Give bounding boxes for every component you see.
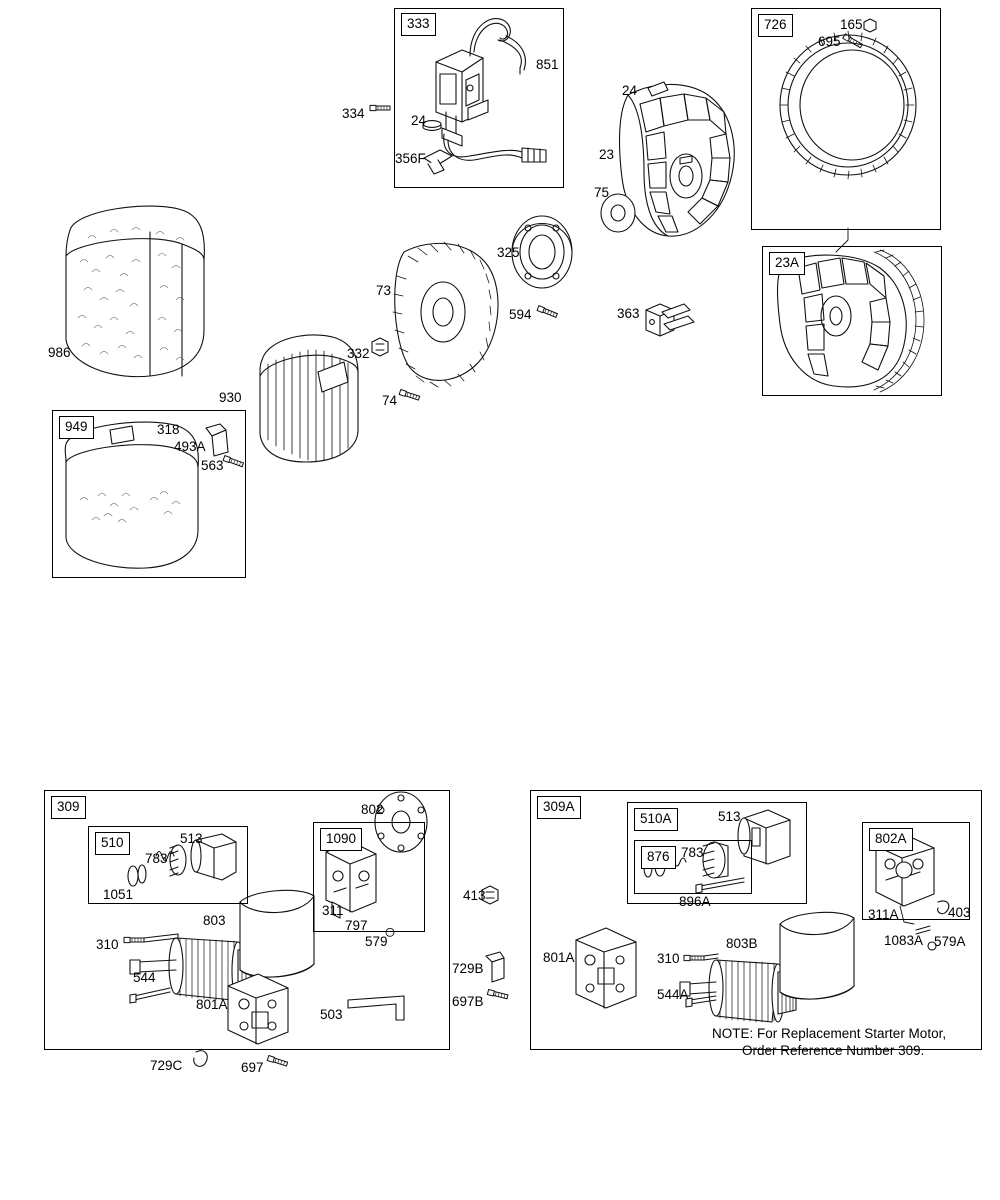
callout-986: 986: [48, 345, 71, 360]
callout-334: 334: [342, 106, 365, 121]
callout-783: 783: [145, 851, 168, 866]
callout-544: 544: [133, 970, 156, 985]
part-930-screen: [260, 335, 358, 462]
callout-726: 726: [758, 14, 793, 37]
callout-75: 75: [594, 185, 610, 200]
callout-24: 24: [622, 83, 638, 98]
callout-24: 24: [411, 113, 427, 128]
callout-363: 363: [617, 306, 640, 321]
callout-356F: 356F: [395, 151, 426, 166]
callout-310: 310: [657, 951, 680, 966]
callout-510A: 510A: [634, 808, 678, 831]
callout-510: 510: [95, 832, 130, 855]
callout-695: 695: [818, 34, 841, 49]
callout-413: 413: [463, 888, 486, 903]
callout-563: 563: [201, 458, 224, 473]
callout-309A: 309A: [537, 796, 581, 819]
callout-802A: 802A: [869, 828, 913, 851]
callout-930: 930: [219, 390, 242, 405]
callout-403: 403: [948, 905, 971, 920]
callout-165: 165: [840, 17, 863, 32]
callout-513: 513: [180, 831, 203, 846]
callout-697B: 697B: [452, 994, 484, 1009]
callout-579A: 579A: [934, 934, 966, 949]
callout-729B: 729B: [452, 961, 484, 976]
callout-803: 803: [203, 913, 226, 928]
callout-729C: 729C: [150, 1058, 183, 1073]
callout-579: 579: [365, 934, 388, 949]
callout-332: 332: [347, 346, 370, 361]
callout-513: 513: [718, 809, 741, 824]
part-697B-screw: [487, 989, 508, 999]
callout-310: 310: [96, 937, 119, 952]
callout-493A: 493A: [174, 439, 206, 454]
callout-876: 876: [641, 846, 676, 869]
callout-783: 783: [681, 845, 704, 860]
callout-325: 325: [497, 245, 520, 260]
callout-23A: 23A: [769, 252, 805, 275]
part-363-connector: [646, 304, 694, 336]
callout-311A: 311A: [868, 907, 899, 922]
callout-503: 503: [320, 1007, 343, 1022]
callout-851: 851: [536, 57, 559, 72]
group-box-726: [751, 8, 941, 230]
callout-1051: 1051: [103, 887, 134, 902]
starter-motor-note: NOTE: For Replacement Starter Motor, Order Reference Number 309.: [712, 1026, 947, 1058]
callout-797: 797: [345, 918, 368, 933]
callout-801A: 801A: [543, 950, 575, 965]
part-986-cover: [66, 206, 204, 377]
part-729B-clip: [486, 952, 504, 982]
callout-23: 23: [599, 147, 615, 162]
callout-949: 949: [59, 416, 94, 439]
callout-803B: 803B: [726, 936, 758, 951]
callout-309: 309: [51, 796, 86, 819]
callout-896A: 896A: [679, 894, 711, 909]
part-697-screw: [267, 1056, 288, 1067]
callout-73: 73: [376, 283, 392, 298]
callout-544A: 544A: [657, 987, 689, 1002]
callout-333: 333: [401, 13, 436, 36]
callout-594: 594: [509, 307, 532, 322]
callout-1090: 1090: [320, 828, 362, 851]
callout-697: 697: [241, 1060, 264, 1075]
part-729C-clip: [194, 1051, 208, 1067]
callout-318: 318: [157, 422, 180, 437]
callout-1083A: 1083A: [884, 933, 924, 948]
callout-802: 802: [361, 802, 384, 817]
callout-311: 311: [322, 903, 344, 918]
part-23-flywheel: [601, 82, 734, 236]
part-325-retainer: [512, 216, 572, 318]
part-73-stator: [372, 242, 498, 401]
callout-801A: 801A: [196, 997, 228, 1012]
callout-74: 74: [382, 393, 398, 408]
